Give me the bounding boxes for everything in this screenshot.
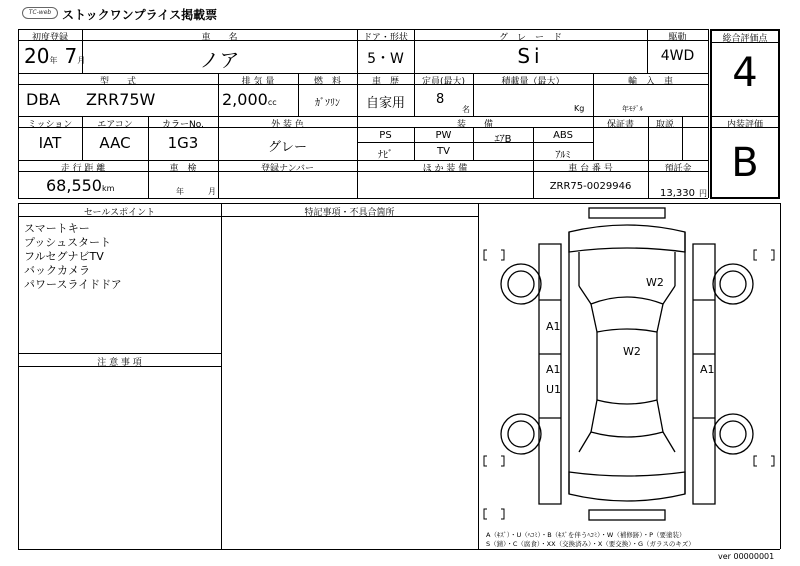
damage-mark-w2-center: W2: [623, 345, 641, 358]
tire-rear-left: [501, 414, 541, 454]
other-equip-label: ほ か 装 備: [422, 164, 468, 174]
tire-front-left: [501, 264, 541, 304]
company-logo: TC-web: [22, 7, 58, 19]
tire-front-right: [713, 264, 753, 304]
first-reg-label: 初度登録: [31, 33, 68, 43]
sales-point-item: フルセグナビTV: [24, 250, 104, 263]
model-label: 型 式: [99, 77, 136, 87]
damage-mark-w2-roof: W2: [646, 276, 664, 289]
load-label: 積載量（最大）: [501, 77, 565, 87]
bumper-front: [589, 208, 665, 218]
damage-legend-line-1: A（ｷｽﾞ）・U（ﾍｺﾐ）・B（ｷｽﾞを伴うﾍｺﾐ）・W（補修跡）・P（要塗装）: [486, 531, 686, 539]
mission-label: ミッション: [27, 120, 73, 130]
car-name-value: ノア: [199, 48, 240, 72]
inspection-year-unit: 年: [176, 187, 184, 196]
deposit-label: 預託金: [664, 164, 692, 174]
first-reg-month: 7: [64, 44, 78, 68]
damage-mark-u1-left: U1: [546, 383, 562, 396]
capacity-unit: 名: [462, 105, 470, 114]
inspection-label: 車 検: [169, 164, 197, 174]
name-label: 車 名: [201, 33, 238, 43]
capacity-label: 定員(最大): [421, 77, 466, 87]
mileage-unit: km: [101, 184, 115, 193]
color-no-value: 1G3: [167, 134, 199, 152]
exterior-label: 外 装 色: [271, 120, 304, 130]
equip-abs: ABS: [553, 130, 573, 141]
damage-mark-a1-right: A1: [700, 363, 715, 376]
model-value: ZRR75W: [86, 90, 156, 109]
sales-point-item: プッシュスタート: [24, 236, 112, 249]
history-value: 自家用: [365, 96, 405, 111]
version-label: ver 00000001: [718, 552, 775, 561]
fuel-label: 燃 料: [313, 77, 341, 87]
chassis-value: ZRR75-0029946: [549, 181, 632, 192]
mileage-value: [46, 176, 114, 195]
plate-label: 登録ナンバー: [261, 164, 314, 174]
warranty-label: 保証書: [606, 120, 634, 130]
drive-value: 4WD: [660, 48, 695, 64]
deposit-number: 13,330: [660, 188, 695, 199]
color-no-label: カラーNo.: [162, 120, 204, 130]
interior-score-label: 内装評価: [726, 120, 763, 130]
inspection-month-unit: 月: [208, 187, 216, 196]
mission-value: IAT: [38, 134, 62, 152]
grade-label: グ レ ー ド: [498, 33, 562, 43]
tire-rear-right: [713, 414, 753, 454]
car-damage-diagram: [479, 204, 779, 528]
sales-point-item: パワースライドドア: [24, 278, 122, 291]
damage-mark-a1-left-rear: A1: [546, 363, 561, 376]
corner-brackets: [484, 250, 774, 519]
aircon-label: エアコン: [97, 120, 133, 130]
import-label: 輸 入 車: [627, 77, 673, 87]
sales-points-label: セールスポイント: [83, 208, 156, 218]
displacement-value: [222, 90, 277, 109]
overall-score-value: 4: [732, 50, 758, 96]
deposit-unit: 円: [699, 189, 707, 198]
import-note: 年ﾓﾃﾞﾙ: [622, 105, 643, 113]
displacement-label: 排 気 量: [241, 77, 275, 87]
equip-tv: TV: [437, 146, 450, 157]
bumper-rear: [589, 510, 665, 520]
grade-value: Si: [517, 44, 544, 68]
chassis-label: 車 台 番 号: [568, 164, 613, 174]
equip-alloy: ｱﾙﾐ: [555, 150, 571, 161]
equip-pw: PW: [435, 130, 452, 141]
first-reg-value: [24, 44, 85, 68]
equip-airbag: ｴｱB: [494, 134, 512, 145]
sales-points-list: [24, 222, 122, 292]
load-unit: Kg: [574, 104, 585, 113]
manual-label: 取説: [655, 120, 674, 130]
page-title: ストックワンプライス掲載票: [62, 8, 218, 22]
equipment-label: 装 備: [456, 120, 493, 130]
equip-navi: ﾅﾋﾞ: [378, 150, 393, 161]
car-top-view: [569, 225, 685, 501]
model-prefix-value: DBA: [26, 90, 61, 109]
history-label: 車 歴: [371, 77, 399, 87]
fuel-value: ｶﾞｿﾘﾝ: [315, 98, 340, 109]
first-reg-year-unit: 年: [49, 56, 58, 65]
exterior-value: グレー: [267, 140, 307, 155]
damage-mark-a1-left-front: A1: [546, 320, 561, 333]
mileage-number: 68,550: [46, 176, 102, 195]
overall-score-label: 総合評価点: [722, 34, 768, 44]
damage-legend-line-2: S（錆）・C（腐食）・XX（交換済み）・X（要交換）・G（ガラスのキズ）: [486, 540, 695, 548]
door-value: 5・W: [367, 51, 404, 67]
door-label: ドア・形状: [363, 33, 408, 43]
displacement-unit: cc: [267, 98, 277, 107]
special-notes-label: 特記事項・不具合箇所: [304, 208, 395, 218]
deposit-value: [660, 181, 707, 200]
mileage-label: 走 行 距 離: [60, 164, 106, 174]
capacity-value: 8: [436, 92, 445, 107]
drive-label: 駆動: [668, 33, 687, 43]
first-reg-year: 20: [24, 44, 50, 68]
first-reg-month-unit: 月: [77, 56, 86, 65]
caution-notes-label: 注 意 事 項: [97, 358, 142, 368]
sales-point-item: バックカメラ: [24, 264, 90, 277]
displacement-number: 2,000: [222, 90, 268, 109]
equip-ps: PS: [379, 130, 392, 141]
aircon-value: AAC: [99, 134, 131, 152]
interior-score-value: B: [731, 140, 759, 186]
sales-point-item: スマートキー: [24, 222, 90, 235]
